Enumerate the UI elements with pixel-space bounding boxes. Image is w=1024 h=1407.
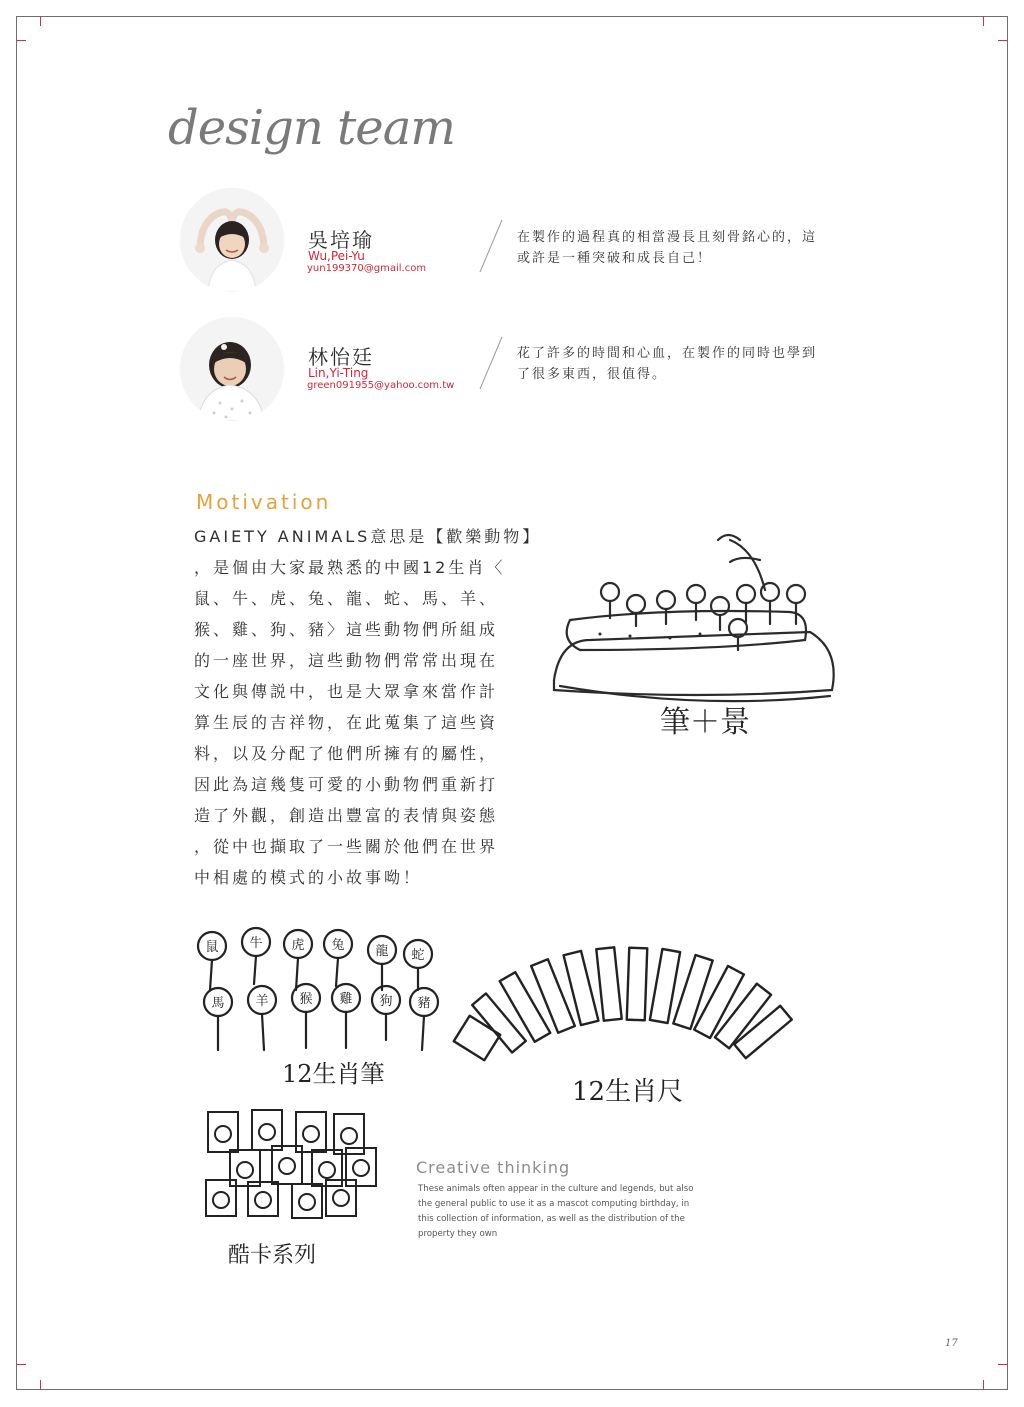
member-name: 吳培瑜 bbox=[308, 228, 374, 252]
crop-mark bbox=[16, 40, 26, 41]
motivation-line: 猴、雞、狗、豬〉這些動物們所組成 bbox=[194, 620, 499, 639]
pen-top-label: 兔 bbox=[331, 938, 345, 953]
motivation-line: ，從中也擷取了一些關於他們在世界 bbox=[194, 837, 499, 856]
member-roman-name: Lin,Yi-Ting bbox=[308, 366, 369, 380]
page-heading: design team bbox=[168, 100, 455, 156]
member-quote bbox=[517, 227, 857, 269]
motivation-line: 文化與傳説中，也是大眾拿來當作計 bbox=[194, 682, 499, 701]
pen-stand-sketch bbox=[540, 500, 870, 760]
member-name: 林怡廷 bbox=[308, 345, 374, 369]
pens-caption: 12生肖筆 bbox=[282, 1060, 385, 1088]
crop-mark bbox=[998, 40, 1008, 41]
motivation-line: 造了外觀，創造出豐富的表情與姿態 bbox=[194, 806, 499, 825]
crop-mark bbox=[40, 1380, 41, 1390]
crop-mark bbox=[983, 16, 984, 26]
pen-bottom-label: 羊 bbox=[255, 994, 269, 1009]
crop-mark bbox=[983, 1380, 984, 1390]
pen-bottom-label: 狗 bbox=[379, 994, 393, 1009]
pen-top-label: 龍 bbox=[375, 944, 389, 959]
zodiac-pens-sketch bbox=[186, 920, 446, 1100]
motivation-line: 料，以及分配了他們所擁有的屬性， bbox=[194, 744, 499, 763]
avatar-wu bbox=[180, 188, 284, 292]
creative-body bbox=[418, 1182, 708, 1242]
creative-line: this collection of information, as well as the distribution of the bbox=[418, 1214, 685, 1224]
pen-bottom-label: 馬 bbox=[211, 996, 225, 1011]
creative-line: the general public to use it as a mascot computing birthday, in bbox=[418, 1199, 690, 1209]
crop-mark bbox=[40, 16, 41, 26]
zodiac-ruler-sketch bbox=[452, 930, 812, 1120]
zodiac-cards-sketch bbox=[196, 1100, 396, 1280]
pen-bottom-label: 雞 bbox=[339, 992, 353, 1007]
motivation-line: 算生辰的吉祥物，在此蒐集了這些資 bbox=[194, 713, 499, 732]
avatar-lin bbox=[180, 317, 284, 421]
cards-caption: 酷卡系列 bbox=[228, 1243, 317, 1268]
pen-stand-caption: 筆＋景 bbox=[660, 705, 750, 740]
pen-bottom-label: 猴 bbox=[299, 992, 313, 1007]
crop-mark bbox=[998, 1364, 1008, 1365]
divider-slash bbox=[476, 335, 506, 391]
motivation-title: Motivation bbox=[196, 490, 332, 514]
ruler-caption: 12生肖尺 bbox=[572, 1077, 684, 1107]
page-number: 17 bbox=[945, 1338, 958, 1349]
crop-mark bbox=[16, 1364, 26, 1365]
portrait-illustration bbox=[180, 188, 284, 292]
quote-line: 在製作的過程真的相當漫長且刻骨銘心的，這 bbox=[517, 230, 818, 245]
pen-bottom-label: 豬 bbox=[417, 996, 431, 1011]
motivation-line: 因此為這幾隻可愛的小動物們重新打 bbox=[194, 775, 499, 794]
motivation-line: GAIETY ANIMALS意思是【歡樂動物】 bbox=[194, 527, 542, 546]
pen-top-label: 鼠 bbox=[205, 940, 219, 955]
motivation-line: 中相處的模式的小故事呦！ bbox=[194, 868, 423, 887]
motivation-line: 的一座世界，這些動物們常常出現在 bbox=[194, 651, 499, 670]
motivation-line: 鼠、牛、虎、兔、龍、蛇、馬、羊、 bbox=[194, 589, 499, 608]
quote-line: 了很多東西，很值得。 bbox=[517, 367, 668, 382]
member-quote bbox=[517, 343, 857, 385]
creative-line: property they own bbox=[418, 1229, 498, 1239]
pen-top-label: 虎 bbox=[291, 938, 305, 953]
pen-top-label: 牛 bbox=[249, 936, 263, 951]
portrait-illustration bbox=[180, 317, 284, 421]
divider-slash bbox=[476, 218, 506, 274]
quote-line: 花了許多的時間和心血，在製作的同時也學到 bbox=[517, 346, 818, 361]
motivation-line: ，是個由大家最熟悉的中國12生肖〈 bbox=[194, 558, 506, 577]
member-email[interactable]: green091955@yahoo.com.tw bbox=[307, 380, 455, 391]
creative-title: Creative thinking bbox=[416, 1158, 571, 1177]
quote-line: 或許是一種突破和成長自己！ bbox=[517, 251, 713, 266]
member-email[interactable]: yun199370@gmail.com bbox=[307, 263, 427, 274]
member-roman-name: Wu,Pei-Yu bbox=[308, 249, 365, 263]
creative-line: These animals often appear in the culture and legends, but also bbox=[418, 1184, 694, 1194]
pen-top-label: 蛇 bbox=[411, 948, 425, 963]
